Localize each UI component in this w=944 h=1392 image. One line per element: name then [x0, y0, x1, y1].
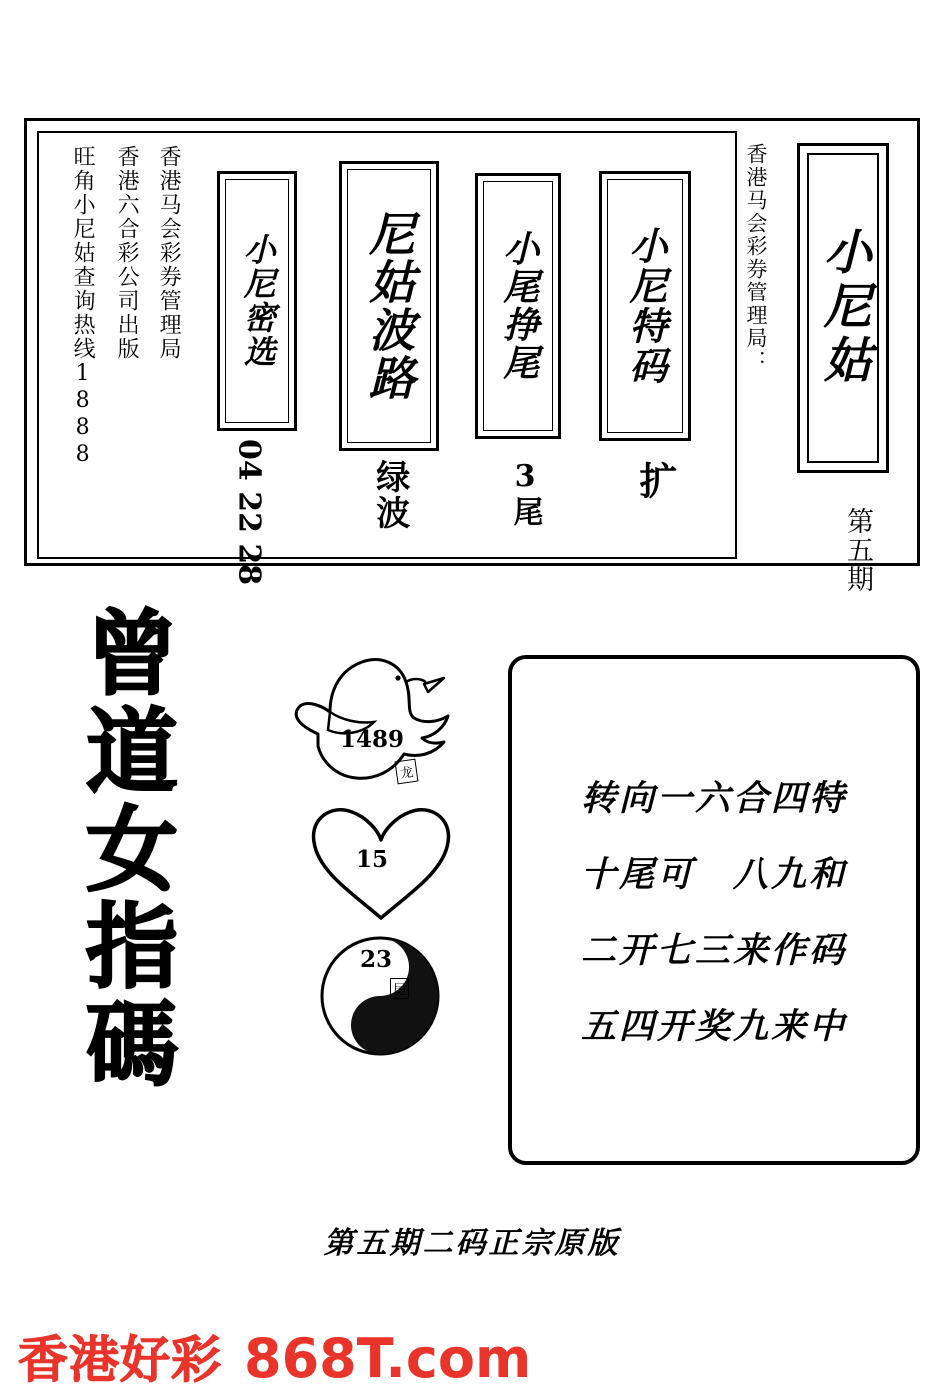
publication-title-box [797, 143, 889, 473]
main-headline [62, 601, 202, 1168]
column-note-1: 扩 [632, 461, 678, 501]
heart-number: 15 [356, 846, 389, 873]
dove-number: 1489 [340, 726, 405, 753]
column-note-4: 04 22 28 [231, 439, 267, 586]
poem-line-3: 二开七三来作码 [580, 930, 847, 971]
lottery-header-panel [24, 118, 920, 594]
side-text-3: 旺角小尼姑查询热线1888 [70, 145, 96, 469]
caption: 第五期二码正宗原版 [323, 1226, 621, 1261]
org-label: 香港马会彩券管理局： [744, 143, 768, 373]
poem-line-1: 转向一六合四特 [580, 778, 847, 819]
footer-brand: 香港好彩 [18, 1331, 222, 1389]
column-label-4: 小尼密选 [238, 233, 277, 369]
column-box-3-inner [347, 169, 431, 443]
headline-char-3: 女 [85, 796, 178, 904]
side-text-2: 香港六合彩公司出版 [114, 145, 140, 361]
column-box-1 [599, 171, 691, 441]
column-label-2: 小尾挣尾 [497, 230, 540, 382]
column-box-3 [339, 161, 439, 451]
column-note-2: 3尾 [507, 459, 543, 528]
footer-url[interactable]: 868T.com [244, 1327, 532, 1390]
column-box-2-inner [483, 181, 553, 431]
column-box-2 [475, 173, 561, 439]
headline-char-1: 曾 [85, 601, 178, 708]
column-box-4 [217, 171, 297, 431]
side-text-1: 香港马会彩券管理局 [156, 145, 182, 361]
column-box-4-inner [225, 179, 289, 423]
icon-column [278, 648, 478, 1068]
footer-watermark [18, 1320, 531, 1392]
column-label-1: 小尼特码 [622, 226, 668, 386]
yinyang-sub-label: 尾 [390, 978, 409, 999]
publication-title: 小尼姑 [815, 227, 872, 389]
column-note-3: 绿波 [369, 459, 410, 531]
yinyang-number: 23 [360, 946, 393, 973]
poem-line-2: 十尾可 八九和 [580, 854, 847, 895]
headline-char-4: 指 [85, 894, 178, 1002]
headline-char-2: 道 [85, 698, 178, 806]
poem-box [508, 655, 920, 1165]
issue-label: 第五期 [842, 507, 873, 594]
headline-char-5: 碼 [85, 992, 178, 1100]
dove-sub-label: 龙 [395, 759, 419, 785]
column-box-1-inner [607, 179, 683, 433]
publication-title-box-inner [807, 153, 879, 463]
column-label-3: 尼姑波路 [362, 210, 417, 402]
poem-line-4: 五四开奖九来中 [580, 1006, 847, 1047]
